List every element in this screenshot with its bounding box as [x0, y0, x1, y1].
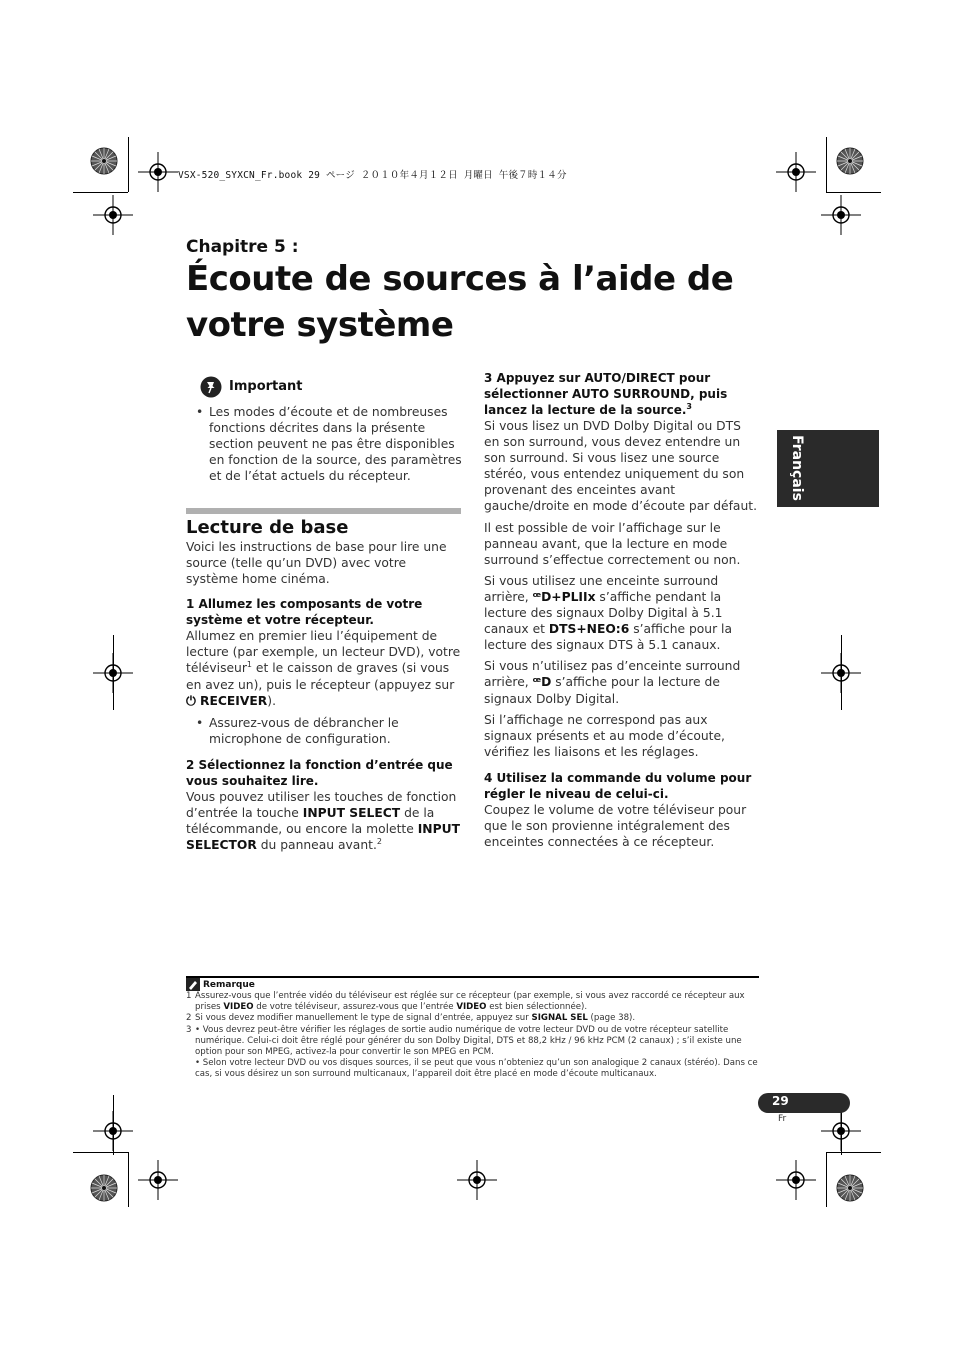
step-3-p4	[484, 658, 759, 706]
chapter-title-line: Écoute de sources à l’aide de	[186, 259, 734, 299]
step-1-text-a: Allumez en premier lieu l’équipement de lecture (par exemple, un lecteur DVD), votre téléviseur	[186, 629, 461, 676]
step-1-text	[186, 628, 462, 708]
note-pencil-icon	[186, 978, 200, 991]
crop-line	[826, 1152, 827, 1207]
chapter-title-line: votre système	[186, 305, 454, 345]
bullet-dot: •	[196, 405, 204, 419]
footnote-2-a: Si vous devez modifier manuellement le type de signal d’entrée, appuyez sur	[195, 1013, 532, 1024]
input-select-key: INPUT SELECT	[302, 806, 401, 821]
footnote-3-text	[195, 1025, 758, 1081]
step-3-p1: Si vous lisez un DVD Dolby Digital ou DTS en son surround, vous devez entendre un son surround. Si vous lisez une source stéréo, vous entendez uniquement du son provenant des enceintes avant gauche/droite en mode d’écoute par défaut.	[484, 419, 757, 514]
step-3-title	[484, 370, 759, 418]
bullet-dot: •	[196, 715, 204, 730]
registration-crosshair-icon	[776, 152, 816, 192]
footnote-number: 3	[186, 1024, 192, 1035]
registration-crosshair-icon	[776, 1160, 816, 1200]
step-1-bullet	[196, 715, 462, 747]
step-3-p3-b: s’affiche pendant la lecture des signaux Dolby Digital à 5.1 canaux et	[484, 589, 723, 637]
video-input-label: VIDEO	[456, 1002, 487, 1013]
step-2-text	[186, 789, 462, 853]
step-4-title: 4 Utilisez la commande du volume pour régler le niveau de celui-ci.	[484, 770, 752, 801]
chapter-title	[186, 256, 786, 348]
step-2-text-a: Vous pouvez utiliser les touches de fonction d’entrée la touche	[186, 789, 457, 821]
remarque-heading	[186, 978, 255, 991]
registration-crosshair-icon	[457, 1160, 497, 1200]
input-selector-dial: INPUT SELECTOR	[186, 822, 460, 853]
footnote-2	[186, 1013, 758, 1024]
dolby-plii-indicator: ꟹD+PLIIx	[532, 589, 596, 604]
step-1-bullet-text: Assurez-vous de débrancher le microphone de configuration.	[209, 715, 399, 746]
important-text: Les modes d’écoute et de nombreuses fonctions décrites dans la présente section peuvent ne pas être disponibles en fonction de la source, des paramètres et de l’état actuels du récepteur.	[209, 405, 462, 484]
language-tab-label: Français	[789, 435, 805, 501]
step-2-text-c: du panneau avant.	[256, 838, 377, 853]
step-3-p2: Il est possible de voir l’affichage sur le panneau avant, que la lecture en mode surround s’effectue correctement ou non.	[484, 520, 741, 567]
step-1-title: 1 Allumez les composants de votre système et votre récepteur.	[186, 597, 423, 628]
step-3-p5: Si l’affichage ne correspond pas aux signaux présents et au mode d’écoute, vérifiez les liaisons et les réglages.	[484, 712, 725, 759]
crop-line	[826, 1152, 881, 1153]
dolby-digital-indicator: ꟹD	[532, 675, 552, 690]
important-box	[196, 376, 462, 484]
crop-line	[128, 137, 129, 192]
step-2-text-b: de la télécommande, ou encore la molette	[186, 806, 435, 837]
footnote-number: 1	[186, 991, 192, 1001]
important-title: Important	[229, 378, 303, 394]
crop-line	[826, 137, 827, 192]
footnote-3-b: • Selon votre lecteur DVD ou vos disques sources, il se peut que vous n’obteniez qu’un son analogique 2 canaux (stéréo). Dans ce cas, si vous désirez un son surround multicanaux, l’appareil doit être placé en mode d’écoute multicanaux.	[195, 1058, 758, 1080]
dts-neo-indicator: DTS+NEO:6	[548, 622, 630, 637]
footnote-2-c: (page 38).	[587, 1013, 636, 1024]
registration-crosshair-icon	[138, 152, 178, 192]
footnote-list	[186, 991, 758, 1081]
crop-line	[128, 1152, 129, 1207]
registration-rosette-icon	[836, 147, 864, 175]
step-2-title: 2 Sélectionnez la fonction d’entrée que vous souhaitez lire.	[186, 757, 453, 788]
print-header-line: VSX-520_SYXCN_Fr.book 29 ページ ２０１０年４月１２日 月曜日 午後７時１４分	[178, 170, 567, 181]
step-3-p3-c: s’affiche pour la lecture des signaux DTS à 5.1 canaux.	[484, 622, 732, 653]
page-number-badge	[758, 1093, 850, 1113]
left-column	[186, 539, 462, 853]
footnote-number: 2	[186, 1013, 192, 1024]
page-number: 29	[772, 1094, 789, 1108]
registration-crosshair-icon	[821, 1111, 861, 1151]
footnote-1-text	[195, 991, 758, 1013]
registration-crosshair-icon	[821, 653, 861, 693]
footnote-divider	[186, 976, 759, 978]
step-3-p3-a: Si vous utilisez une enceinte surround arrière,	[484, 573, 719, 604]
remarque-title: Remarque	[203, 979, 255, 990]
footnote-2-text	[195, 1013, 635, 1024]
important-pin-icon	[200, 376, 222, 398]
section-intro: Voici les instructions de base pour lire une source (telle qu’un DVD) avec votre système home cinéma.	[186, 540, 447, 587]
step-1-text-b: et le caisson de graves (si vous en avez un), puis le récepteur (appuyez sur	[186, 661, 455, 692]
signal-sel-key: SIGNAL SEL	[531, 1013, 588, 1024]
crop-line	[826, 192, 881, 193]
footnote-1-a: Assurez-vous que l’entrée vidéo du téléviseur est réglée sur ce récepteur (par exemple, si vous avez raccordé ce récepteur aux prises	[195, 991, 745, 1013]
important-heading	[200, 376, 462, 398]
step-3-p4-a: Si vous n’utilisez pas d’enceinte surround arrière,	[484, 659, 741, 690]
footnote-3	[186, 1025, 758, 1081]
footnote-1	[186, 991, 758, 1013]
crop-line	[73, 192, 128, 193]
step-3-p4-b: s’affiche pour la lecture de signaux Dolby Digital.	[484, 675, 720, 706]
receiver-key: RECEIVER	[195, 693, 268, 708]
footnote-ref: 3	[686, 402, 692, 411]
registration-crosshair-icon	[93, 195, 133, 235]
registration-crosshair-icon	[821, 195, 861, 235]
step-3-p3	[484, 573, 759, 653]
video-jack-label: VIDEO	[223, 1002, 254, 1013]
section-title: Lecture de base	[186, 517, 349, 538]
footnote-1-c: est bien sélectionnée).	[486, 1002, 588, 1013]
power-icon: ⏻	[186, 693, 196, 708]
section-divider-bar	[186, 508, 461, 514]
registration-crosshair-icon	[93, 653, 133, 693]
footnote-3-a: • Vous devrez peut-être vérifier les réglages de sortie audio numérique de votre lecteur DVD ou de votre récepteur satellite numérique. Celui-ci doit être réglé pour générer du son Dolby Digital, DTS et 88,2 kHz / 96 kHz PCM (2 canaux) ; s’il existe une option pour son MPEG, activez-la pour convertir le son MPEG en PCM.	[195, 1024, 742, 1058]
registration-crosshair-icon	[93, 1111, 133, 1151]
right-column	[484, 370, 759, 850]
registration-crosshair-icon	[138, 1160, 178, 1200]
footnote-1-b: de votre téléviseur, assurez-vous que l’entrée	[253, 1002, 457, 1013]
step-3-title-text: 3 Appuyez sur AUTO/DIRECT pour sélectionner AUTO SURROUND, puis lancez la lecture de la source.	[484, 371, 728, 417]
step-1-text-c: ).	[267, 693, 276, 708]
registration-rosette-icon	[836, 1174, 864, 1202]
important-bullet	[196, 404, 462, 484]
registration-rosette-icon	[90, 147, 118, 175]
footnote-ref: 1	[246, 660, 252, 670]
footnote-ref: 2	[376, 837, 382, 847]
chapter-label: Chapitre 5 :	[186, 237, 299, 257]
registration-rosette-icon	[90, 1174, 118, 1202]
crop-line	[73, 1152, 128, 1153]
step-4-text: Coupez le volume de votre téléviseur pour que le son provienne intégralement des enceintes connectées à ce récepteur.	[484, 802, 747, 850]
language-tab	[777, 430, 879, 507]
page-language-code: Fr	[778, 1114, 787, 1124]
